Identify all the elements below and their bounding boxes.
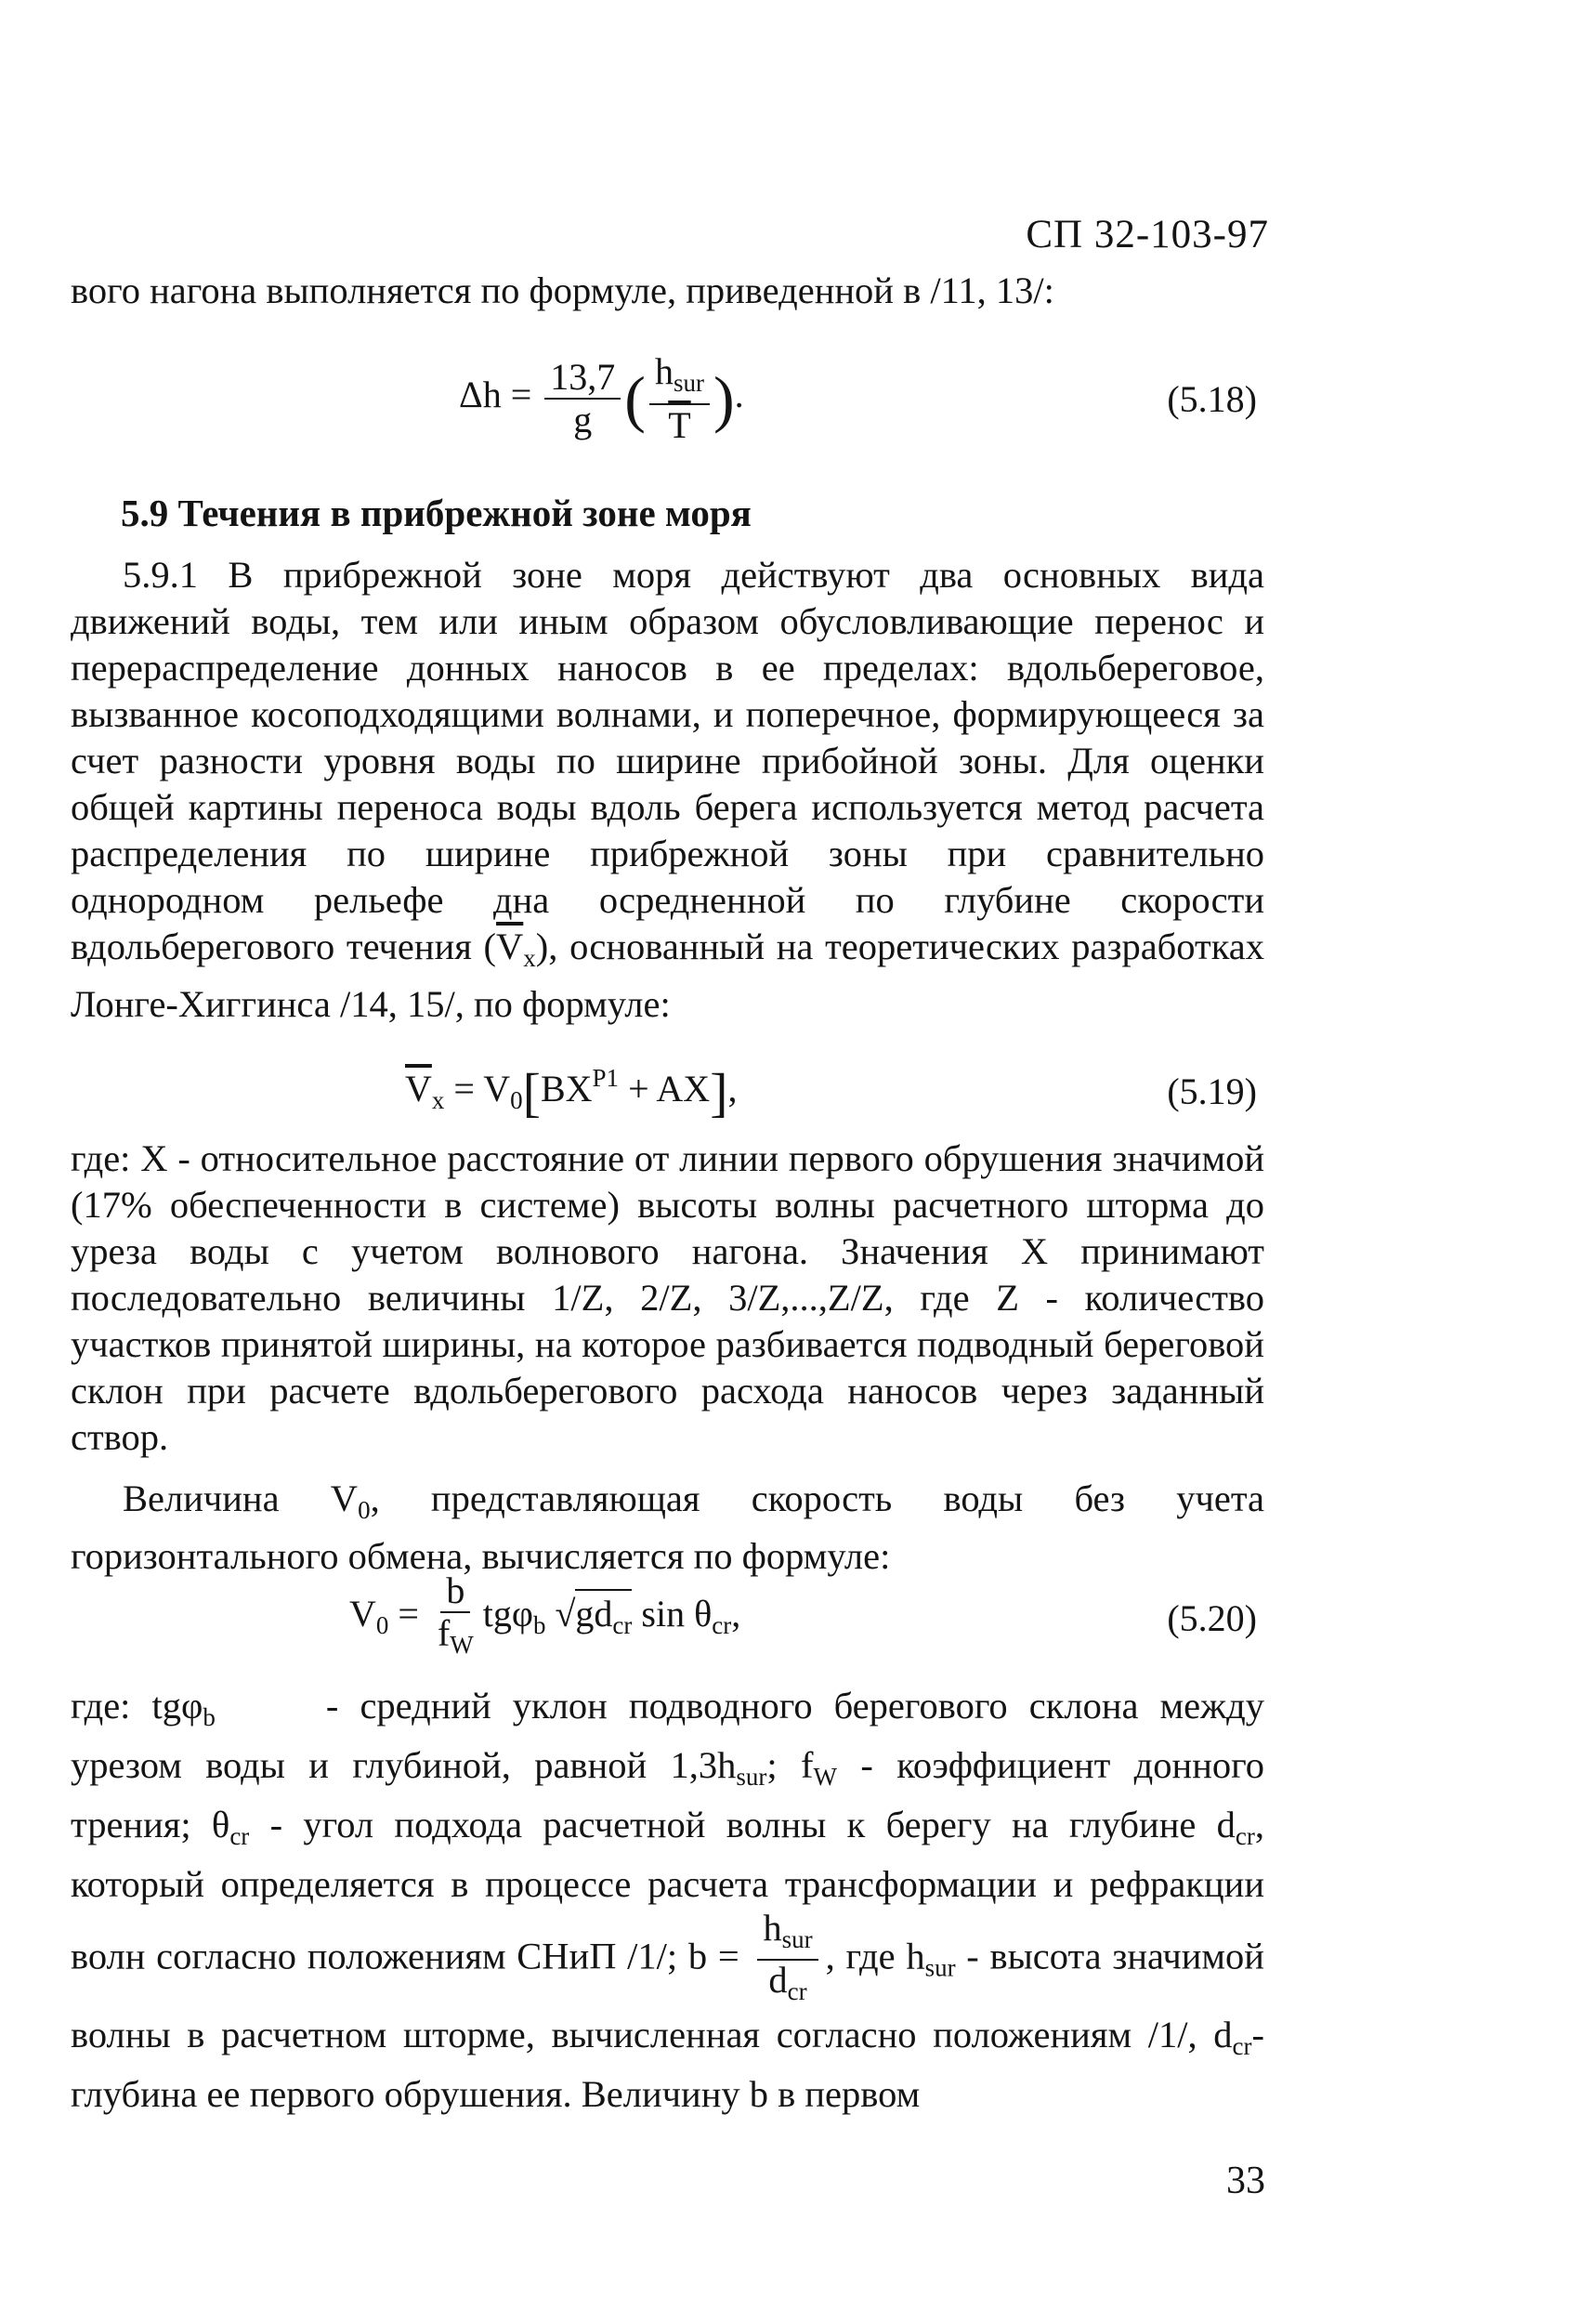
document-code: СП 32-103-97 <box>1026 213 1269 256</box>
formula-5-20-numerator: b <box>440 1570 470 1613</box>
left-bracket: [ <box>522 1061 541 1123</box>
paragraph-5-9-1-text: 5.9.1 В прибрежной зоне моря действуют два основных вида движений воды, тем или иным образом обусловливающие перенос и перераспределение донных наносов в ее пределах: вдольбереговое, вызванное косоподходящими волнами, и поперечное, формирующееся за счет разности уровня воды по ширине прибойной зоны. Для оценки общей картины переноса воды вдоль берега используется метод расчета распределения по ширине прибрежной зоны при сравнительно однородном рельефе дна осредненной по глубине скорости вдольберегового течения $(\overline{V}_x)$, основанный на теоретических разработках Лонге-Хиггинса /14, 15/, по формуле: <box>71 554 1264 1025</box>
formula-5-20-equals: = <box>398 1593 419 1635</box>
sqrt-icon: √ <box>555 1593 576 1635</box>
formula-5-19-number: (5.19) <box>1167 1070 1257 1112</box>
formula-5-18-number: (5.18) <box>1167 378 1257 420</box>
formula-5-20-number: (5.20) <box>1167 1597 1257 1639</box>
paragraph-v0-text: Величина $V_0$, представляющая скорость воды без учета горизонтального обмена, вычисляется по формуле: <box>71 1477 1264 1577</box>
formula-5-18-fraction <box>544 357 621 440</box>
formula-5-19-lhs-var: $\overline{V}$ <box>405 1068 432 1110</box>
formula-5-18-tail: . <box>734 374 744 416</box>
paragraph-where-tg <box>71 1682 1264 2119</box>
formula-5-20-sqrt-body: $gd_{cr}$ <box>575 1589 632 1635</box>
paragraph-where-tg-text: где: tgφ$_b$ - средний уклон подводного берегового склона между урезом воды и глубиной, равной $1,3h_{sur}$; $f_W$ - коэффициент донного трения; $\theta_{cr}$ - угол подхода расчетной волны к берегу на глубине $d_{cr}$, который определяется в процессе расчета трансформации и рефракции волн согласно положениям СНиП /1/; b = $\frac{h_{sur}}{d_{cr}}$ , где $h_{sur}$ - высота значимой волны в расчетном шторме, вычисленная согласно положениям /1/, $d_{cr}-$ глубина ее первого обрушения. Величину b в первом <box>71 1685 1264 2115</box>
formula-5-19-equals: = <box>453 1068 475 1110</box>
paragraph-5-9-1 <box>71 552 1264 1028</box>
formula-5-20-fraction <box>432 1570 479 1665</box>
formula-5-20-denominator: $f_W$ <box>437 1612 474 1659</box>
formula-5-19-expression: $\overline{V}_x = V_0[BX^{P1} + AX]$, <box>405 1061 738 1123</box>
intro-text: вого нагона выполняется по формуле, приведенной в /11, 13/: <box>71 269 1054 311</box>
b-fraction: $\frac{h_{sur}}{d_{cr}}$ <box>757 1909 818 2011</box>
formula-5-19 <box>71 1061 1264 1129</box>
formula-5-18-inner-numerator: $h_{sur}$ <box>649 351 710 405</box>
section-title: 5.9 Течения в прибрежной зоне моря <box>121 492 752 534</box>
formula-5-18-lhs: Δh = <box>459 374 532 416</box>
formula-5-20-sin: sin θ <box>641 1593 713 1635</box>
intro-paragraph <box>71 268 1264 314</box>
section-heading <box>121 491 1315 535</box>
formula-5-18-numerator: 13,7 <box>544 357 621 400</box>
formula-5-20-expression: $V_0$ = $\frac{b}{f_W}$ tgφ$_b$ $√gd_{cr}$ $\sin \theta_{cr}$, <box>349 1570 740 1665</box>
paragraph-where-x-text: где: X - относительное расстояние от линии первого обрушения значимой (17% обеспеченности в системе) высоты волны расчетного шторма до уреза воды с учетом волнового нагона. Значения X принимают последовательно величины 1/Z, 2/Z, 3/Z,...,Z/Z, где Z - количество участков принятой ширины, на которое разбивается подводный береговой склон при расчете вдольберегового расхода наносов через заданный створ. <box>71 1137 1264 1458</box>
formula-5-18 <box>71 351 1264 453</box>
page-number: 33 <box>1226 2160 1265 2202</box>
formula-5-19-v0: V <box>483 1068 511 1110</box>
formula-5-18-inner-fraction <box>649 351 710 446</box>
formula-5-19-bx: BX <box>540 1068 593 1110</box>
formula-5-20-tg: tgφ <box>482 1593 533 1635</box>
formula-5-18-denominator: g <box>573 399 593 440</box>
formula-5-20 <box>71 1570 1264 1673</box>
formula-5-19-ax: + AX <box>628 1068 711 1110</box>
left-paren: ( <box>624 363 646 434</box>
right-bracket: ] <box>710 1061 728 1123</box>
right-paren: ) <box>713 363 735 434</box>
paragraph-where-x <box>71 1136 1264 1461</box>
formula-5-19-exponent: P1 <box>592 1064 620 1092</box>
paragraph-v0 <box>71 1476 1264 1580</box>
formula-5-18-expression <box>459 351 744 446</box>
formula-5-18-inner-denominator: T <box>668 404 691 446</box>
